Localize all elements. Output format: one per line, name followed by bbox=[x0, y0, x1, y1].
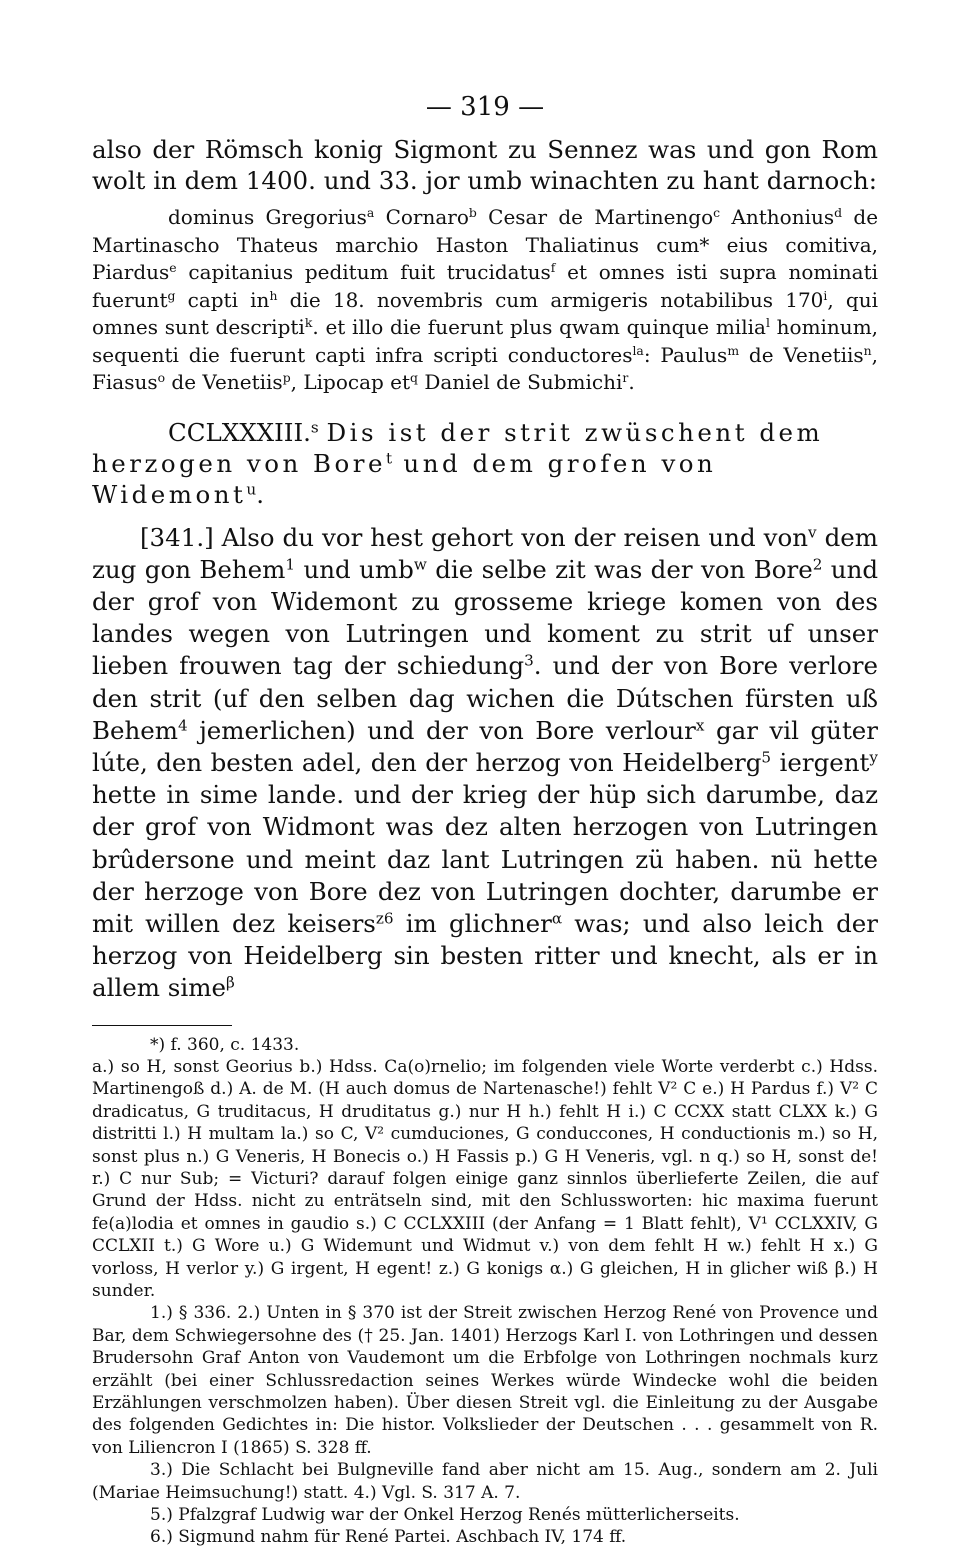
text-segment: capti in bbox=[175, 287, 270, 312]
text-segment: die 18. novembris cum armigeris notabilibus 170 bbox=[277, 287, 824, 312]
text-segment: Cornaro bbox=[374, 205, 469, 229]
footnote-ref: v bbox=[808, 523, 817, 542]
footnote-ref: p bbox=[282, 370, 291, 386]
footnote-ref: β bbox=[225, 974, 235, 992]
text-segment: . bbox=[628, 370, 635, 394]
text-segment: dominus Gregorius bbox=[168, 205, 367, 229]
footnote-ref: d bbox=[834, 205, 843, 221]
footnote-ref: h bbox=[269, 287, 278, 303]
text-segment: und umb bbox=[295, 554, 414, 584]
footnote-ref: x bbox=[695, 716, 705, 735]
text-segment: dem zug gon Behem bbox=[92, 522, 879, 584]
text-segment: im glichner bbox=[393, 908, 552, 938]
footnote-ref: 5 bbox=[761, 748, 772, 767]
chapter-title-a: Dis ist der strit zwüschent dem herzogen von Bore bbox=[92, 417, 824, 478]
chapter-number: CCLXXXIII. bbox=[168, 417, 311, 447]
heading-period: . bbox=[256, 479, 264, 509]
text-segment: . et illo die fuerunt plus qwam quinque milia bbox=[312, 315, 766, 339]
text-segment: [341.] Also du vor hest gehort von der reisen und von bbox=[140, 522, 808, 552]
document-page bbox=[92, 92, 878, 1549]
footnote-ref: s bbox=[310, 418, 319, 437]
footnote-ref: w bbox=[413, 555, 427, 574]
footnote-ref: q bbox=[410, 370, 418, 386]
footnote: *) f. 360, c. 1433. bbox=[150, 1034, 300, 1055]
footnote-ref: l bbox=[765, 315, 770, 331]
footnote-ref: u bbox=[246, 480, 257, 499]
footnote-ref: n bbox=[863, 342, 872, 358]
footnote-ref: α bbox=[551, 909, 563, 928]
intro-paragraph: also der Römsch konig Sigmont zu Sennez was und gon Rom wolt in dem 1400. und 33. jor umb winachten zu hant darnoch: bbox=[92, 135, 878, 195]
footnote-rule bbox=[92, 1025, 232, 1026]
footnote-ref: y bbox=[869, 748, 878, 767]
text-segment: , Fiasus bbox=[92, 342, 879, 394]
text-segment: , Lipocap et bbox=[290, 370, 411, 394]
footnote-ref: o bbox=[157, 370, 166, 386]
text-segment: : Paulus bbox=[643, 342, 728, 367]
footnote-ref: 2 bbox=[812, 555, 823, 574]
text-segment: was; und also leich der herzog von Heidelberg sin besten ritter und knecht, als er in allem sime bbox=[92, 908, 878, 1003]
footnote-ref: r bbox=[622, 370, 629, 386]
text-segment: hominum, sequenti die fuerunt capti infra scripti conductores bbox=[92, 315, 879, 367]
text-segment: Daniel de Submichi bbox=[417, 370, 623, 394]
footnote-ref: k bbox=[304, 315, 313, 331]
main-paragraph bbox=[92, 522, 878, 1005]
footnote: 6.) Sigmund nahm für René Partei. Aschbach IV, 174 ff. bbox=[150, 1527, 627, 1548]
footnote-ref: f bbox=[550, 260, 556, 276]
text-segment: et omnes isti supra nominati fuerunt bbox=[92, 260, 878, 312]
footnote-ref: 4 bbox=[178, 716, 188, 735]
text-segment: Cesar de Martinengo bbox=[476, 205, 714, 229]
footnote-ref: b bbox=[468, 205, 477, 221]
footnote-ref: g bbox=[167, 287, 176, 303]
text-segment: und der grof von Widemont zu grosseme kriege komen von des landes wegen von Lutringen und koment zu strit uf unser lieben frouwen tag der schiedung bbox=[92, 554, 879, 681]
footnote: 5.) Pfalzgraf Ludwig war der Onkel Herzog Renés mütterlicherseits. bbox=[150, 1505, 740, 1526]
text-segment: iergent bbox=[771, 747, 870, 777]
chapter-heading bbox=[92, 417, 878, 510]
footnote: a.) so H, sonst Georius b.) Hdss. Ca(o)rnelio; im folgenden viele Worte verderbt c.) Hdss. Martinengoß d.) A. de M. (H auch domus de Nartenasche!) fehlt V² C e.) H Pardus f.) V² C dradicatus, G truditacus, H druditatus g.) nur H h.) fehlt H i.) C CCXX statt CLXX k.) G distritti l.) H multam la.) so C, V² cumduciones, G conduccones, H conductionis m.) so H, sonst plus n.) G Veneris, H Bonecis o.) H Fassis p.) G H Veneris, vgl. n q.) so H, sonst de! r.) C nur Sub; = Victuri? darauf folgen einige ganz sinnlos überlieferte Zeilen, die auf Grund der Hdss. nicht zu enträtseln sind, mit den Schlussworten: hic maxima fuerunt fe(a)lodia et omnes in gaudio s.) C CCLXXIII (der Anfang = 1 Blatt fehlt), V¹ CCLXXIV, G CCLXII t.) G Wore u.) G Widemunt und Widmut v.) von dem fehlt H w.) fehlt H x.) G vorloss, H verlor y.) G irgent, H egent! z.) G konigs α.) G gleichen, H in glicher wiß β.) H sunder. bbox=[92, 1056, 878, 1302]
chapter-title-b: und dem grofen von Widemont bbox=[92, 448, 717, 509]
text-segment: die selbe zit was der von Bore bbox=[426, 554, 813, 584]
footnote-ref: a bbox=[366, 205, 375, 221]
latin-list bbox=[92, 204, 878, 397]
text-segment: de Venetiis bbox=[165, 370, 283, 394]
text-segment: , qui omnes sunt descripti bbox=[92, 287, 879, 339]
text-segment: jemerlichen) und der von Bore verlour bbox=[187, 715, 696, 745]
text-segment: . und der von Bore verlore den strit (uf den selben dag wichen die Dútschen fürsten uß Behem bbox=[92, 651, 878, 745]
footnote-ref: e bbox=[169, 260, 177, 276]
footnote-ref: 3 bbox=[524, 651, 534, 670]
footnote: 1.) § 336. 2.) Unten in § 370 ist der Streit zwischen Herzog René von Provence und Bar, dem Schwiegersohne des († 25. Jan. 1401) Herzogs Karl I. von Lothringen und dessen Brudersohn Graf Anton von Vaudemont um die Erbfolge von Lothringen nochmals kurz erzählt (bei einer Schlussredaction seines Werkes würde Windecke wohl die beiden Erzählungen verschmolzen haben). Über diesen Streit vgl. die Einleitung zu der Ausgabe des folgenden Gedichtes in: Die histor. Volkslieder der Deutschen . . . gesammelt von R. von Liliencron I (1865) S. 328 ff. bbox=[92, 1303, 878, 1458]
footnotes bbox=[92, 1034, 878, 1549]
footnote: 3.) Die Schlacht bei Bulgneville fand aber nicht am 15. Aug., sondern am 2. Juli (Mariae Heimsuchung!) statt. 4.) Vgl. S. 317 A. 7. bbox=[92, 1460, 878, 1503]
footnote-ref: 1 bbox=[285, 555, 296, 574]
footnote-ref: z6 bbox=[375, 909, 394, 928]
footnote-ref: la bbox=[632, 342, 644, 358]
text-segment: de Venetiis bbox=[739, 342, 864, 367]
text-segment: Anthonius bbox=[720, 205, 835, 229]
footnote-ref: c bbox=[713, 205, 721, 221]
text-segment: hette in sime lande. und der krieg der hüp sich darumbe, daz der grof von Widmont was dez alten herzogen von Lutringen brûdersone und meint daz lant Lutringen zü haben. nü hette der herzoge von Bore dez von Lutringen dochter, darumbe er mit willen dez keisers bbox=[92, 780, 878, 938]
text-segment: de Martinascho Thateus marchio Haston Thaliatinus cum* eius comitiva, Piardus bbox=[92, 205, 879, 284]
text-segment: gar vil güter lúte, den besten adel, den der herzog von Heidelberg bbox=[92, 715, 879, 777]
footnote-ref: i bbox=[823, 287, 828, 303]
footnote-ref: t bbox=[386, 449, 393, 468]
text-segment: capitanius peditum fuit trucidatus bbox=[176, 260, 551, 284]
page-number: — 319 — bbox=[425, 92, 545, 122]
footnote-ref: m bbox=[727, 342, 740, 358]
